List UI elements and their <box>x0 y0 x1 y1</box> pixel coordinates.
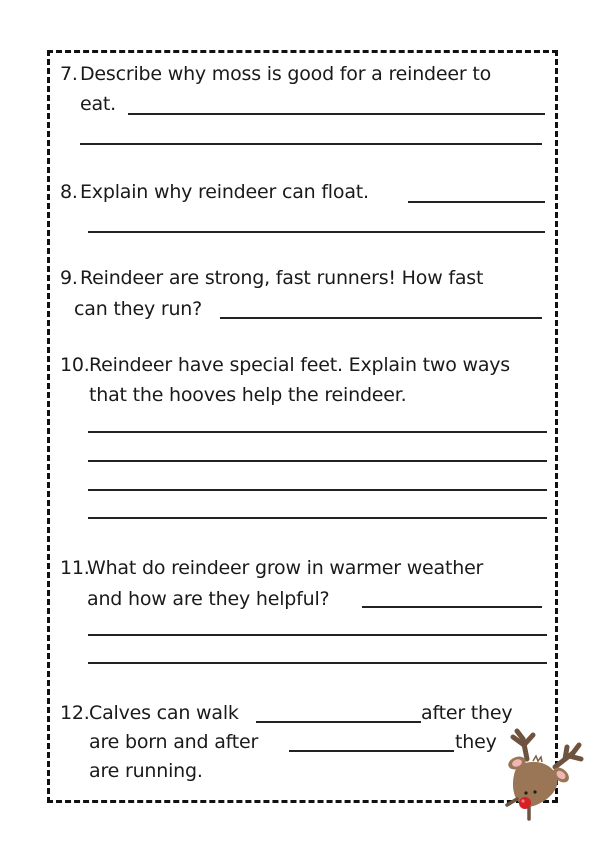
question-7-number: 7. <box>60 63 78 85</box>
question-10-text-line-1: Reindeer have special feet. Explain two ways <box>89 354 511 376</box>
answer-line-9a[interactable] <box>220 317 542 319</box>
question-12-text-part-5: are running. <box>89 760 203 782</box>
question-8-number: 8. <box>60 181 78 203</box>
question-10-number: 10. <box>60 354 90 376</box>
question-9-number: 9. <box>60 267 78 289</box>
question-12-text-part-3: are born and after <box>89 731 259 753</box>
dashed-border-frame <box>47 50 558 803</box>
question-11-number: 11. <box>60 557 90 579</box>
answer-line-11c[interactable] <box>88 662 547 664</box>
answer-line-11a[interactable] <box>362 606 542 608</box>
answer-line-10b[interactable] <box>88 460 547 462</box>
answer-line-10a[interactable] <box>88 431 547 433</box>
question-9-text-line-1: Reindeer are strong, fast runners! How fast <box>80 267 484 289</box>
question-7-text-line-2: eat. <box>80 93 117 115</box>
question-7-text-line-1: Describe why moss is good for a reindeer to <box>80 63 492 85</box>
question-9-text-line-2: can they run? <box>74 298 203 320</box>
answer-blank-12a[interactable] <box>256 721 421 723</box>
question-11-text-line-1: What do reindeer grow in warmer weather <box>87 557 484 579</box>
question-12-text-part-4: they <box>455 731 497 753</box>
answer-line-7b[interactable] <box>80 143 542 145</box>
question-11-text-line-2: and how are they helpful? <box>87 588 330 610</box>
question-12-text-part-2: after they <box>421 702 513 724</box>
question-10-text-line-2: that the hooves help the reindeer. <box>89 384 407 406</box>
answer-line-7a[interactable] <box>128 113 545 115</box>
question-12-number: 12. <box>60 702 90 724</box>
answer-line-8b[interactable] <box>88 231 545 233</box>
answer-line-8a[interactable] <box>408 201 545 203</box>
answer-blank-12b[interactable] <box>289 750 454 752</box>
question-8-text-line-1: Explain why reindeer can float. <box>80 181 369 203</box>
answer-line-10c[interactable] <box>88 489 547 491</box>
answer-line-10d[interactable] <box>88 517 547 519</box>
answer-line-11b[interactable] <box>88 634 547 636</box>
reindeer-icon <box>493 723 589 823</box>
question-12-text-part-1: Calves can walk <box>89 702 239 724</box>
